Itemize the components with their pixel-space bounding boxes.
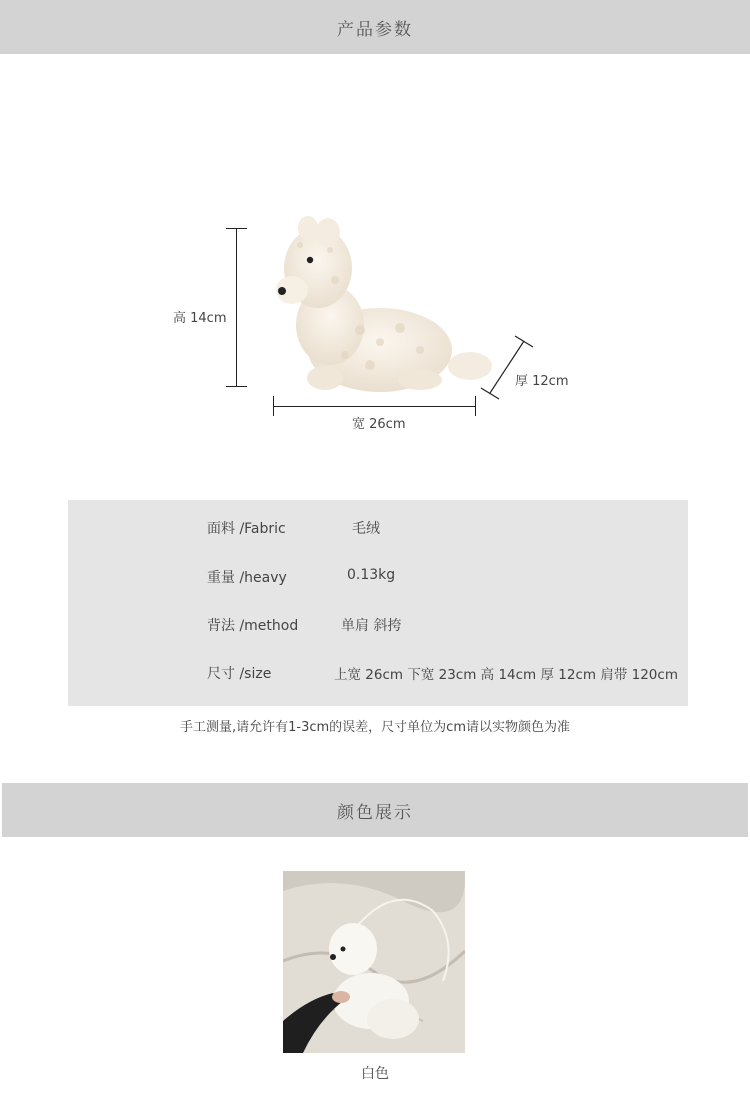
height-dimension-cap-bottom — [226, 386, 247, 387]
height-label: 高 14cm — [173, 311, 227, 326]
spec-label: 重量 /heavy — [207, 570, 287, 586]
depth-label: 厚 12cm — [515, 374, 569, 389]
width-dimension-cap-left — [273, 396, 274, 416]
spec-value: 单肩 斜挎 — [341, 618, 402, 634]
measurement-note: 手工测量,请允许有1-3cm的误差，尺寸单位为cm请以实物颜色为准 — [180, 720, 570, 735]
spec-label: 面料 /Fabric — [207, 521, 286, 537]
width-dimension-line — [273, 406, 475, 407]
color-name-white: 白色 — [361, 1066, 389, 1082]
spec-value: 毛绒 — [352, 521, 380, 537]
spec-row-size — [68, 663, 688, 687]
color-swatch-image[interactable] — [283, 871, 465, 1053]
section-header-params — [0, 0, 750, 54]
product-image — [270, 210, 500, 400]
height-dimension-cap-top — [226, 228, 247, 229]
spec-row-method — [68, 615, 688, 639]
spec-value: 上宽 26cm 下宽 23cm 高 14cm 厚 12cm 肩带 120cm — [334, 667, 678, 683]
spec-label: 背法 /method — [207, 618, 299, 634]
spec-table — [68, 500, 688, 706]
height-dimension-line — [236, 228, 237, 386]
section-header-colors — [2, 783, 748, 837]
depth-dimension-marker — [478, 330, 538, 402]
section-title-params: 产品参数 — [337, 19, 413, 40]
section-title-colors: 颜色展示 — [337, 802, 413, 823]
spec-row-weight — [68, 567, 688, 591]
spec-value: 0.13kg — [347, 567, 396, 583]
spec-row-fabric — [68, 518, 688, 542]
width-dimension-cap-right — [475, 396, 476, 416]
width-label: 宽 26cm — [352, 417, 406, 432]
spec-label: 尺寸 /size — [207, 666, 272, 682]
